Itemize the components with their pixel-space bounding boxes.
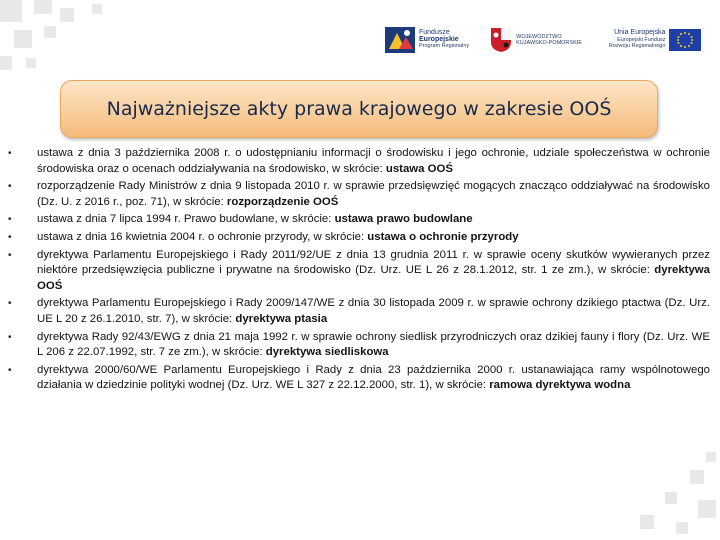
item-short-name: dyrektywa ptasia [235, 312, 328, 325]
item-text: dyrektywa 2000/60/WE Parlamentu Europejskiego i Rady z dnia 23 października 2000 r. ustanawiająca ramy wspólnotowego działania w dziedzinie polityki wodnej (Dz. Urz. WE L 327 z 22.12.2000, str. 1), w skrócie: [37, 363, 710, 392]
fundusze-europejskie-logo [385, 27, 481, 53]
bullet-icon: • [8, 298, 12, 310]
item-text: ustawa z dnia 7 lipca 1994 r. Prawo budowlane, w skrócie: [37, 213, 335, 226]
item-short-name: rozporządzenie OOŚ [226, 195, 339, 208]
woj-line2: KUJAWSKO-POMORSKIE [516, 40, 582, 46]
logo-bar [385, 15, 705, 65]
bullet-icon: • [8, 249, 12, 261]
ue-line3: Rozwoju Regionalnego [608, 43, 666, 50]
bullet-icon: • [8, 148, 12, 159]
list-item [8, 212, 710, 228]
list-item [8, 248, 710, 295]
crest-icon [491, 28, 511, 52]
decor-square [92, 4, 102, 14]
decor-square [34, 0, 52, 14]
decor-square [44, 26, 56, 38]
item-text: ustawa z dnia 3 października 2008 r. o udostępnianiu informacji o środowisku i jego ochronie, udziale społeczeństwa w ochronie środowiska oraz o ocenach oddziaływania na środowisko, w skrócie: [37, 147, 710, 175]
decor-square [676, 522, 688, 534]
decor-square [665, 492, 677, 504]
item-short-name: ustawa OOŚ [385, 162, 453, 175]
list-item [8, 363, 710, 394]
woj-line1: WOJEWÓDZTWO [516, 33, 562, 40]
decor-square [26, 58, 36, 68]
list-item [8, 296, 710, 327]
list-item [8, 179, 710, 210]
item-text: dyrektywa Parlamentu Europejskiego i Rady 2011/92/UE z dnia 13 grudnia 2011 r. w sprawie oceny skutków wywieranych przez niektóre przedsięwzięcia publiczne i prywatne na środowisko (Dz. Urz. UE L 26 z 28.1.2012, str. 1 ze zm.), w skrócie: [37, 248, 710, 277]
wojewodztwo-logo [491, 28, 597, 52]
decor-square [698, 500, 716, 518]
list-item [8, 230, 710, 246]
fe-line1: Fundusze [419, 29, 450, 37]
item-short-name: ustawa o ochronie przyrody [367, 230, 519, 243]
acts-list [8, 146, 710, 396]
title-box [60, 80, 658, 138]
list-item [8, 330, 710, 361]
eu-flag-icon [669, 29, 701, 51]
bullet-icon: • [8, 181, 12, 193]
decor-square [0, 56, 12, 70]
decor-square [640, 515, 654, 529]
decor-square [60, 8, 74, 22]
bullet-icon: • [8, 364, 12, 376]
decor-square [14, 30, 32, 48]
item-text: dyrektywa Parlamentu Europejskiego i Rady 2009/147/WE z dnia 30 listopada 2009 r. w sprawie ochrony dzikiego ptactwa (Dz. Urz. UE L 20 z 26.1.2010, str. 7), w skrócie: [37, 297, 710, 325]
item-short-name: dyrektywa siedliskowa [265, 346, 389, 359]
bullet-icon: • [8, 231, 12, 243]
decor-square [690, 470, 704, 484]
ue-line2: Europejski Fundusz [617, 36, 666, 43]
item-short-name: ustawa prawo budowlane [334, 213, 473, 226]
item-text: ustawa z dnia 16 kwietnia 2004 r. o ochronie przyrody, w skrócie: [37, 230, 368, 243]
item-text: dyrektywa Rady 92/43/EWG z dnia 21 maja 1992 r. w sprawie ochrony siedlisk przyrodniczych oraz dzikiej fauny i flory (Dz. Urz. WE L 206 z 22.07.1992, str. 7 ze zm.), w skrócie: [37, 330, 710, 359]
item-short-name: dyrektywa OOŚ [37, 264, 710, 292]
decor-square [0, 0, 22, 22]
decor-square [706, 452, 716, 462]
item-short-name: ramowa dyrektywa wodna [489, 379, 631, 392]
list-item [8, 146, 710, 177]
ue-line1: Unia Europejska [614, 29, 666, 37]
fe-line3: Program Regionalny [419, 43, 470, 50]
page-title: Najważniejsze akty prawa krajowego w zakresie OOŚ [106, 98, 612, 120]
bullet-icon: • [8, 214, 12, 226]
bullet-icon: • [8, 331, 12, 343]
unia-europejska-logo [609, 29, 705, 51]
fe-line2: Europejskie [419, 35, 459, 43]
item-text: rozporządzenie Rady Ministrów z dnia 9 listopada 2010 r. w sprawie przedsięwzięć mogących znacząco oddziaływać na środowisko (Dz. U. z 2016 r., poz. 71), w skrócie: [37, 180, 710, 208]
fe-star-icon [385, 27, 415, 53]
